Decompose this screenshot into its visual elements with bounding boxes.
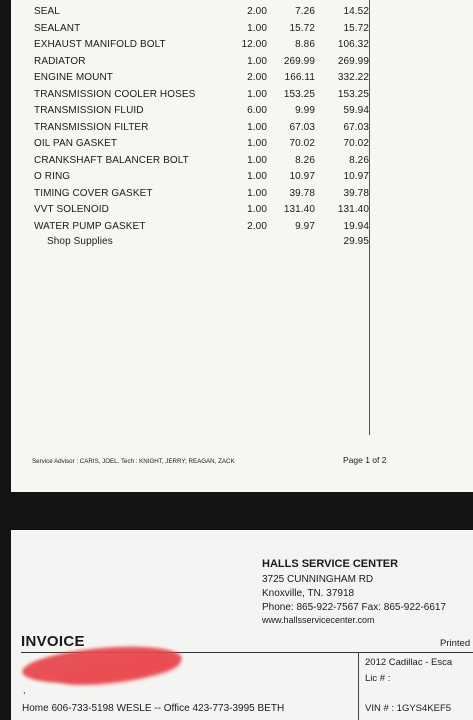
- item-unit-price: 67.03: [289, 121, 315, 133]
- table-row: [11, 155, 473, 171]
- item-quantity: 1.00: [247, 138, 267, 149]
- item-quantity: 1.00: [247, 171, 267, 182]
- table-row: [11, 89, 473, 105]
- item-unit-price: 269.99: [283, 55, 315, 67]
- license-number: Lic # :: [365, 673, 391, 684]
- item-description: VVT SOLENOID: [34, 204, 109, 215]
- table-row: [11, 72, 473, 88]
- table-row: [11, 204, 473, 220]
- item-description: TRANSMISSION COOLER HOSES: [34, 88, 196, 100]
- printed-label: Printed: [440, 638, 471, 649]
- item-quantity: 2.00: [247, 6, 267, 17]
- shop-city: Knoxville, TN. 37918: [262, 588, 355, 599]
- shop-supplies-label: Shop Supplies: [47, 236, 113, 247]
- customer-phones: Home 606-733-5198 WESLE -- Office 423-773-3995 BETH: [22, 703, 285, 714]
- item-unit-price: 39.78: [289, 187, 315, 199]
- shop-supplies-row: [11, 236, 473, 252]
- item-amount: 59.94: [343, 105, 369, 116]
- shop-phone-fax: Phone: 865-922-7567 Fax: 865-922-6617: [262, 602, 447, 613]
- item-unit-price: 7.26: [295, 6, 315, 17]
- vin-number: VIN # : 1GYS4KEF5: [365, 703, 452, 714]
- table-row: [11, 138, 473, 154]
- item-description: TIMING COVER GASKET: [34, 187, 153, 199]
- vehicle-description: 2012 Cadillac - Esca: [365, 657, 453, 668]
- invoice-page-2: [11, 530, 473, 720]
- item-quantity: 1.00: [247, 204, 267, 215]
- item-amount: 14.52: [343, 6, 369, 17]
- table-row: [11, 6, 473, 22]
- item-quantity: 1.00: [247, 88, 267, 100]
- item-unit-price: 10.97: [289, 171, 315, 182]
- item-amount: 10.97: [343, 171, 369, 182]
- item-amount: 8.26: [349, 154, 369, 166]
- table-row: [11, 23, 473, 39]
- item-amount: 106.32: [337, 39, 369, 50]
- item-amount: 131.40: [337, 204, 369, 215]
- item-description: EXHAUST MANIFOLD BOLT: [34, 39, 166, 50]
- item-unit-price: 9.99: [295, 105, 315, 116]
- item-description: SEAL: [34, 6, 60, 17]
- item-amount: 15.72: [343, 22, 369, 34]
- table-row: [11, 188, 473, 204]
- table-row: [11, 171, 473, 187]
- item-unit-price: 166.11: [284, 72, 315, 83]
- item-amount: 269.99: [337, 55, 369, 67]
- item-unit-price: 8.86: [295, 39, 315, 50]
- table-row: [11, 105, 473, 121]
- shop-street: 3725 CUNNINGHAM RD: [262, 574, 374, 585]
- item-description: O RING: [34, 171, 71, 182]
- item-amount: 39.78: [343, 187, 369, 199]
- item-quantity: 2.00: [247, 220, 267, 232]
- item-amount: 19.94: [343, 220, 369, 232]
- invoice-page-1: [11, 0, 473, 492]
- table-row: [11, 39, 473, 55]
- shop-name: HALLS SERVICE CENTER: [262, 558, 399, 570]
- item-description: TRANSMISSION FILTER: [34, 121, 149, 133]
- item-quantity: 6.00: [247, 105, 267, 116]
- item-quantity: 1.00: [247, 187, 267, 199]
- item-unit-price: 9.97: [295, 220, 315, 232]
- shop-website: www.hallsservicecenter.com: [262, 615, 375, 625]
- table-row: [11, 56, 473, 72]
- item-amount: 67.03: [343, 121, 369, 133]
- item-quantity: 2.00: [247, 72, 267, 83]
- item-quantity: 1.00: [247, 22, 267, 34]
- table-row: [11, 221, 473, 237]
- shop-supplies-amount: 29.95: [343, 236, 369, 247]
- service-advisor-line: Service Advisor : CARIS, JOEL. Tech : KNIGHT, JERRY; REAGAN, ZACK: [32, 458, 235, 465]
- item-quantity: 1.00: [247, 121, 267, 133]
- item-description: RADIATOR: [34, 55, 86, 67]
- item-description: CRANKSHAFT BALANCER BOLT: [34, 154, 189, 166]
- item-unit-price: 131.40: [283, 204, 315, 215]
- item-description: OIL PAN GASKET: [34, 138, 118, 149]
- item-quantity: 1.00: [247, 55, 267, 67]
- item-unit-price: 70.02: [289, 138, 315, 149]
- item-unit-price: 15.72: [289, 22, 315, 34]
- item-description: TRANSMISSION FLUID: [34, 105, 144, 116]
- invoice-title: INVOICE: [21, 633, 85, 650]
- table-row: [11, 122, 473, 138]
- item-amount: 153.25: [337, 88, 369, 100]
- item-description: SEALANT: [34, 22, 81, 34]
- item-quantity: 12.00: [241, 39, 267, 50]
- page-number: Page 1 of 2: [343, 455, 387, 465]
- customer-vehicle-divider: [358, 652, 359, 720]
- item-amount: 332.22: [337, 72, 369, 83]
- item-description: WATER PUMP GASKET: [34, 220, 146, 232]
- item-unit-price: 8.26: [295, 154, 315, 166]
- item-unit-price: 153.25: [283, 88, 315, 100]
- item-description: ENGINE MOUNT: [34, 72, 113, 83]
- item-amount: 70.02: [343, 138, 369, 149]
- address-separator: ,: [23, 685, 26, 695]
- column-divider: [369, 0, 370, 435]
- item-quantity: 1.00: [247, 154, 267, 166]
